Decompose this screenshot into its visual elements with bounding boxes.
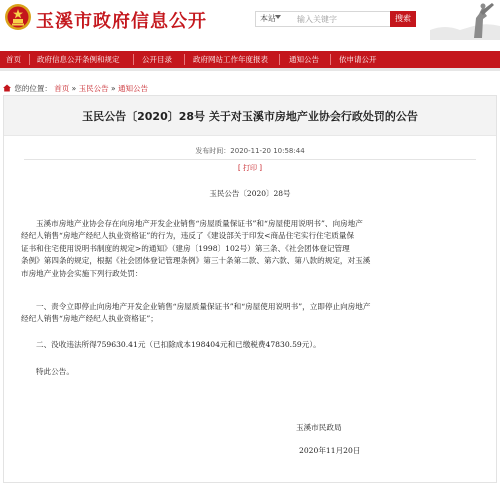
paragraph-line: 经纪人销售“房地产经纪人执业资格证”的行为，违反了《建设部关于印发<商品住宅实行住宅质量保 (21, 231, 355, 241)
chevron-down-icon[interactable] (275, 15, 281, 19)
nav-divider (184, 54, 185, 65)
search-input[interactable] (297, 12, 389, 26)
nav-divider (279, 54, 280, 65)
paragraph-line: 玉溪市房地产业协会存在向房地产开发企业销售“房屋质量保证书”和“房屋使用说明书”、向房地产 (36, 219, 363, 228)
main-nav (0, 51, 500, 68)
signature: 玉溪市民政局 (296, 423, 342, 432)
nav-divider (29, 54, 30, 65)
nav-item-annual-report[interactable]: 政府网站工作年度报表 (193, 55, 268, 64)
paragraph-line: 市房地产业协会实施下列行政处罚： (21, 268, 143, 278)
paragraph-line: 经纪人销售“房地产经纪人执业资格证”； (21, 314, 158, 324)
paragraph-line: 特此公告。 (36, 367, 74, 376)
sign-date: 2020年11月20日 (299, 446, 361, 455)
nav-item-application[interactable]: 依申请公开 (339, 55, 377, 64)
paragraph-line: 条例》第四条的规定，根据《社会团体登记管理条例》第三十条第二款、第六款、第八款的规定，对玉溪 (21, 256, 371, 266)
national-emblem-icon (4, 3, 32, 31)
site-header (0, 0, 500, 36)
site-title[interactable]: 玉溪市政府信息公开 (36, 11, 207, 32)
nav-item-notices[interactable]: 通知公告 (289, 55, 319, 64)
article-title: 玉民公告〔2020〕28号 关于对玉溪市房地产业协会行政处罚的公告 (82, 110, 418, 123)
breadcrumb (3, 83, 148, 94)
body-paragraph (21, 366, 481, 378)
nav-divider (133, 54, 134, 65)
nav-item-catalog[interactable]: 公开目录 (142, 55, 172, 64)
print-button[interactable]: [ 打印 ] (238, 164, 262, 172)
nav-divider (330, 54, 331, 65)
document-number: 玉民公告〔2020〕28号 (209, 189, 291, 198)
statue-decoration-icon (430, 0, 500, 40)
home-icon (3, 84, 11, 92)
body-paragraph (21, 301, 481, 326)
search-button[interactable]: 搜索 (390, 11, 416, 27)
breadcrumb-separator: » (111, 84, 116, 93)
breadcrumb-prefix: 您的位置： (14, 84, 52, 93)
search-scope-select[interactable]: 本站 (260, 14, 276, 23)
paragraph-line: 证书和住宅使用说明书制度的规定>的通知》（建房〔1998〕102号）第三条、《社会团体登记管理 (21, 243, 350, 253)
body-paragraph (21, 339, 481, 351)
divider (24, 159, 476, 160)
breadcrumb-category[interactable]: 玉民公告 (78, 84, 109, 93)
nav-shadow (0, 68, 500, 71)
breadcrumb-separator: » (71, 84, 77, 93)
publish-time: 发布时间：2020-11-20 10:58:44 (195, 147, 305, 155)
paragraph-line: 一、责令立即停止向房地产开发企业销售“房屋质量保证书”和“房屋使用说明书”，立即停止向房地产 (36, 302, 371, 311)
breadcrumb-current[interactable]: 通知公告 (118, 84, 149, 93)
breadcrumb-home[interactable]: 首页 (54, 84, 70, 93)
title-band (4, 96, 496, 136)
nav-item-home[interactable]: 首页 (6, 55, 21, 64)
article-container (3, 95, 497, 483)
nav-item-regulations[interactable]: 政府信息公开条例和规定 (37, 55, 120, 64)
paragraph-line: 二、没收违法所得759630.41元（已扣除成本198404元和已缴税费47830.59元）。 (36, 340, 321, 349)
body-paragraph (21, 218, 481, 280)
